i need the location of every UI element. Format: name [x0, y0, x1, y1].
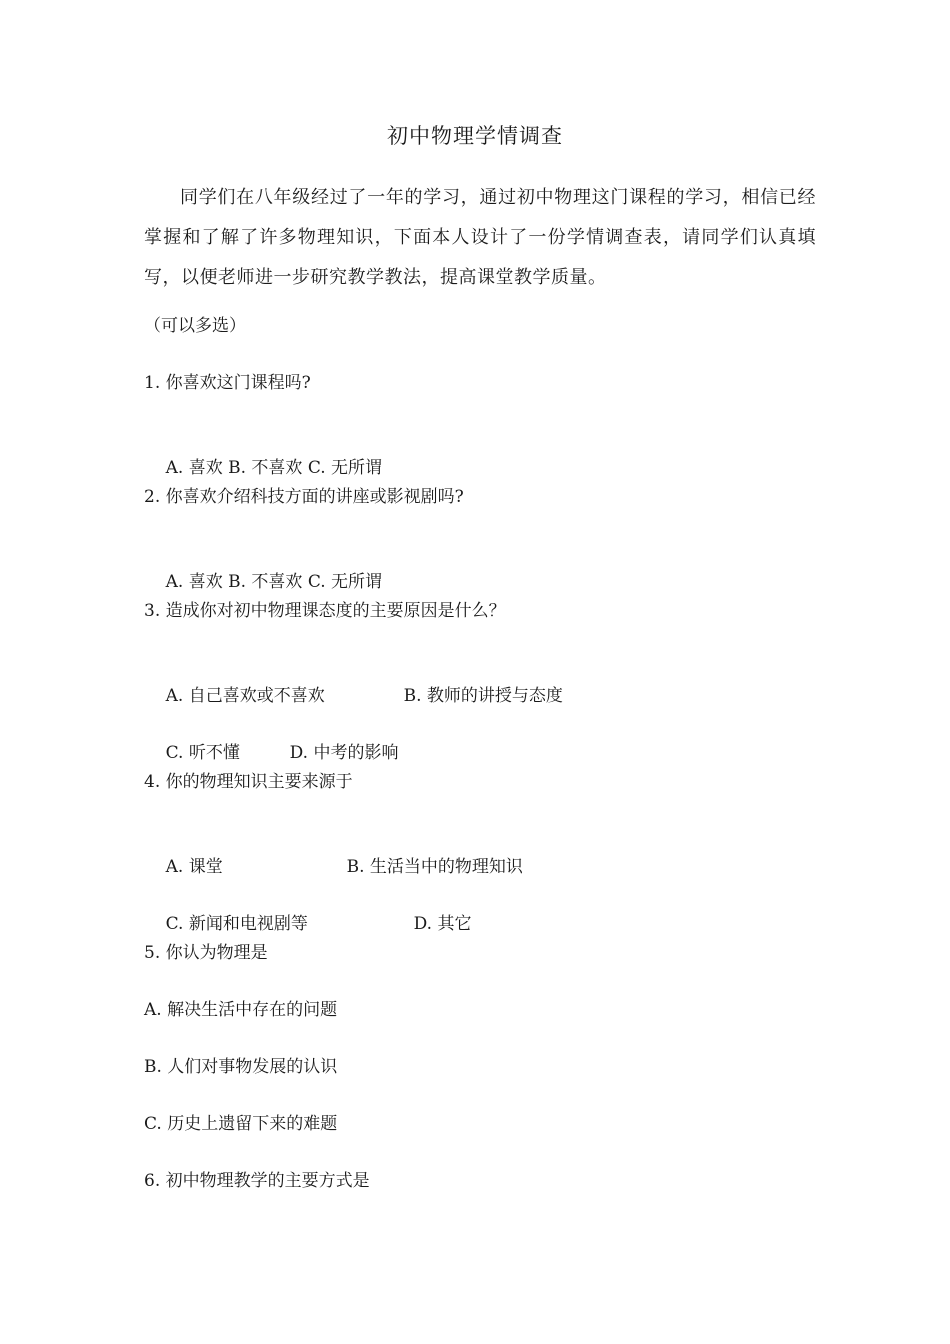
- option-a: A. 自己喜欢或不喜欢: [165, 686, 325, 706]
- option-row: A. 喜欢 B. 不喜欢 C. 无所谓: [165, 458, 383, 478]
- option-b: B. 教师的讲授与态度: [403, 686, 563, 706]
- option-d: D. 其它: [413, 914, 472, 934]
- document-title: 初中物理学情调查: [387, 124, 563, 148]
- option-d: D. 中考的影响: [289, 743, 399, 763]
- option-c: C. 听不懂: [165, 743, 240, 763]
- question-5-option-a: A. 解决生活中存在的问题: [144, 1000, 338, 1020]
- option-b: B. 生活当中的物理知识: [346, 857, 523, 877]
- question-5-option-b: B. 人们对事物发展的认识: [144, 1057, 338, 1077]
- intro-paragraph: 同学们在八年级经过了一年的学习，通过初中物理这门课程的学习，相信已经掌握和了解了许多物理知识，下面本人设计了一份学情调查表，请同学们认真填写，以便老师进一步研究教学教法，提高课堂教学质量。: [144, 187, 816, 288]
- question-4: 4. 你的物理知识主要来源于: [144, 772, 353, 792]
- question-5-option-c: C. 历史上遗留下来的难题: [144, 1114, 338, 1134]
- question-1: 1. 你喜欢这门课程吗?: [144, 373, 311, 393]
- option-a: A. 课堂: [165, 857, 223, 877]
- question-5: 5. 你认为物理是: [144, 943, 268, 963]
- question-6: 6. 初中物理教学的主要方式是: [144, 1171, 370, 1191]
- question-2: 2. 你喜欢介绍科技方面的讲座或影视剧吗?: [144, 487, 464, 507]
- option-c: C. 新闻和电视剧等: [165, 914, 308, 934]
- question-3: 3. 造成你对初中物理课态度的主要原因是什么？: [144, 601, 506, 621]
- option-row: A. 喜欢 B. 不喜欢 C. 无所谓: [165, 572, 383, 592]
- multi-select-note: （可以多选）: [144, 316, 246, 336]
